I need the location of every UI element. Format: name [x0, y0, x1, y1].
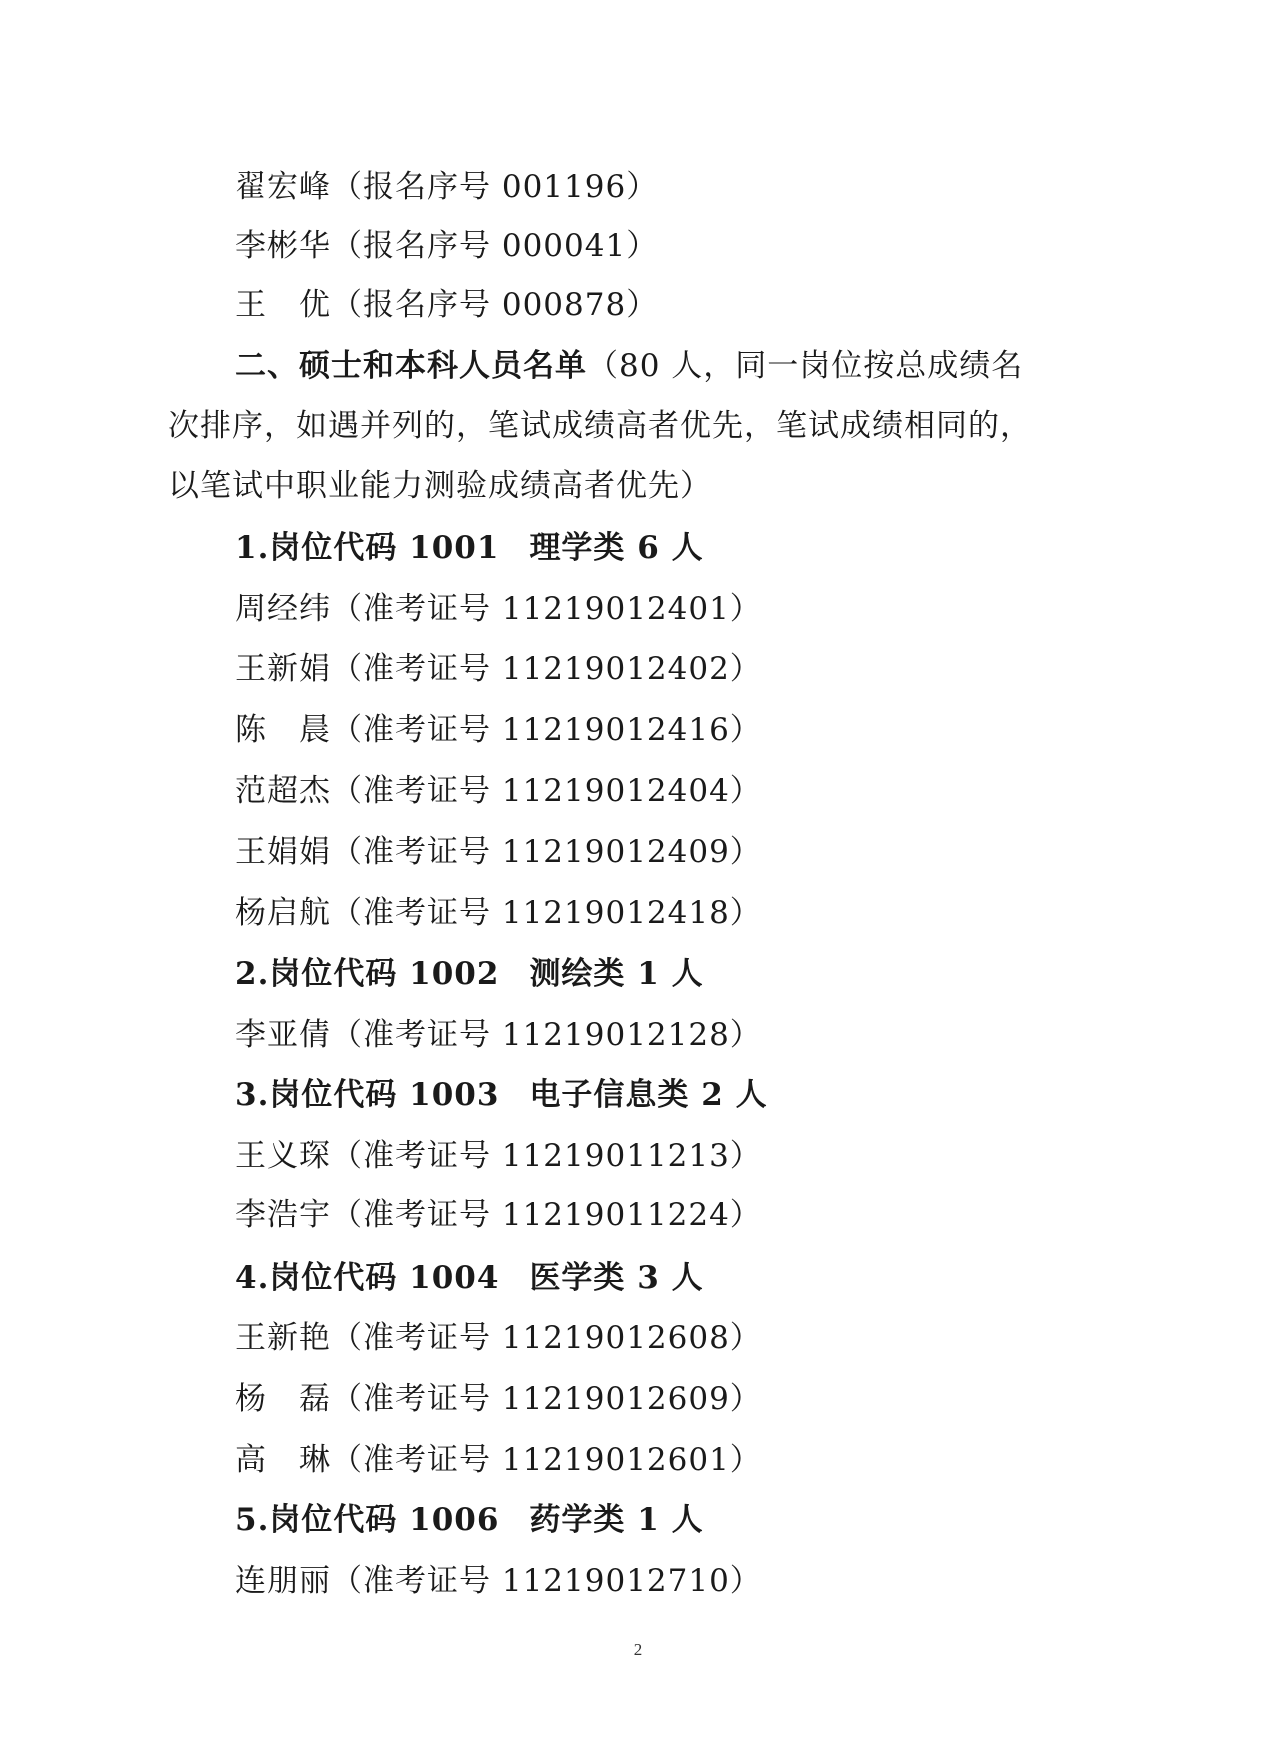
person-name: 范超杰 — [235, 773, 331, 809]
person-name: 杨启航 — [235, 895, 331, 931]
person-name: 陈 晨 — [235, 712, 331, 748]
person-name: 李亚倩 — [235, 1017, 331, 1053]
post-code: 2.岗位代码 1002 — [235, 956, 500, 992]
person-name: 王 优 — [235, 287, 331, 323]
group-heading — [235, 528, 704, 568]
post-category: 测绘类 1 人 — [529, 956, 704, 992]
list-item — [235, 1561, 762, 1601]
exam-number: （准考证号 11219011213） — [331, 1138, 762, 1174]
list-item — [235, 1318, 762, 1358]
person-name: 李浩宇 — [235, 1197, 331, 1233]
person-name: 李彬华 — [235, 228, 331, 264]
person-name: 周经纬 — [235, 591, 331, 627]
list-item — [235, 1440, 762, 1480]
person-name: 王娟娟 — [235, 834, 331, 870]
list-item — [235, 893, 762, 933]
list-item — [235, 589, 762, 629]
group-heading — [235, 1258, 704, 1298]
list-item — [235, 167, 658, 207]
exam-number: （准考证号 11219012601） — [331, 1442, 762, 1478]
section-heading — [235, 346, 1023, 386]
person-name: 连朋丽 — [235, 1563, 331, 1599]
registration-number: （报名序号 001196） — [331, 169, 659, 205]
post-code: 3.岗位代码 1003 — [235, 1077, 500, 1113]
registration-number: （报名序号 000878） — [331, 287, 659, 323]
exam-number: （准考证号 11219012401） — [331, 591, 762, 627]
exam-number: （准考证号 11219012402） — [331, 651, 762, 687]
group-heading — [235, 1075, 768, 1115]
post-category: 医学类 3 人 — [529, 1260, 704, 1296]
list-item — [235, 1136, 762, 1176]
post-code: 4.岗位代码 1004 — [235, 1260, 500, 1296]
exam-number: （准考证号 11219012418） — [331, 895, 762, 931]
post-category: 电子信息类 2 人 — [529, 1077, 768, 1113]
post-code: 5.岗位代码 1006 — [235, 1502, 500, 1538]
exam-number: （准考证号 11219012404） — [331, 773, 762, 809]
post-code: 1.岗位代码 1001 — [235, 530, 500, 566]
person-name: 翟宏峰 — [235, 169, 331, 205]
registration-number: （报名序号 000041） — [331, 228, 659, 264]
list-item — [235, 226, 658, 266]
person-name: 高 琳 — [235, 1442, 331, 1478]
section-note-line: 次排序，如遇并列的，笔试成绩高者优先，笔试成绩相同的， — [168, 408, 1032, 444]
exam-number: （准考证号 11219012409） — [331, 834, 762, 870]
exam-number: （准考证号 11219012710） — [331, 1563, 762, 1599]
post-category: 药学类 1 人 — [529, 1502, 704, 1538]
group-heading — [235, 1500, 704, 1540]
list-item — [235, 649, 762, 689]
person-name: 杨 磊 — [235, 1381, 331, 1417]
post-category: 理学类 6 人 — [529, 530, 704, 566]
exam-number: （准考证号 11219012416） — [331, 712, 762, 748]
list-item — [235, 710, 762, 750]
list-item — [235, 1379, 762, 1419]
section-note: （80 人，同一岗位按总成绩名 — [587, 348, 1024, 384]
group-heading — [235, 954, 704, 994]
person-name: 王新艳 — [235, 1320, 331, 1356]
page-number: 2 — [633, 1640, 643, 1659]
exam-number: （准考证号 11219011224） — [331, 1197, 762, 1233]
list-item — [235, 832, 762, 872]
section-note-line: 以笔试中职业能力测验成绩高者优先） — [168, 468, 712, 504]
person-name: 王义琛 — [235, 1138, 331, 1174]
exam-number: （准考证号 11219012609） — [331, 1381, 762, 1417]
exam-number: （准考证号 11219012608） — [331, 1320, 762, 1356]
list-item — [235, 285, 658, 325]
exam-number: （准考证号 11219012128） — [331, 1017, 762, 1053]
list-item — [235, 1015, 762, 1055]
list-item — [235, 1195, 762, 1235]
section-title: 二、硕士和本科人员名单 — [235, 348, 587, 384]
list-item — [235, 771, 762, 811]
person-name: 王新娟 — [235, 651, 331, 687]
